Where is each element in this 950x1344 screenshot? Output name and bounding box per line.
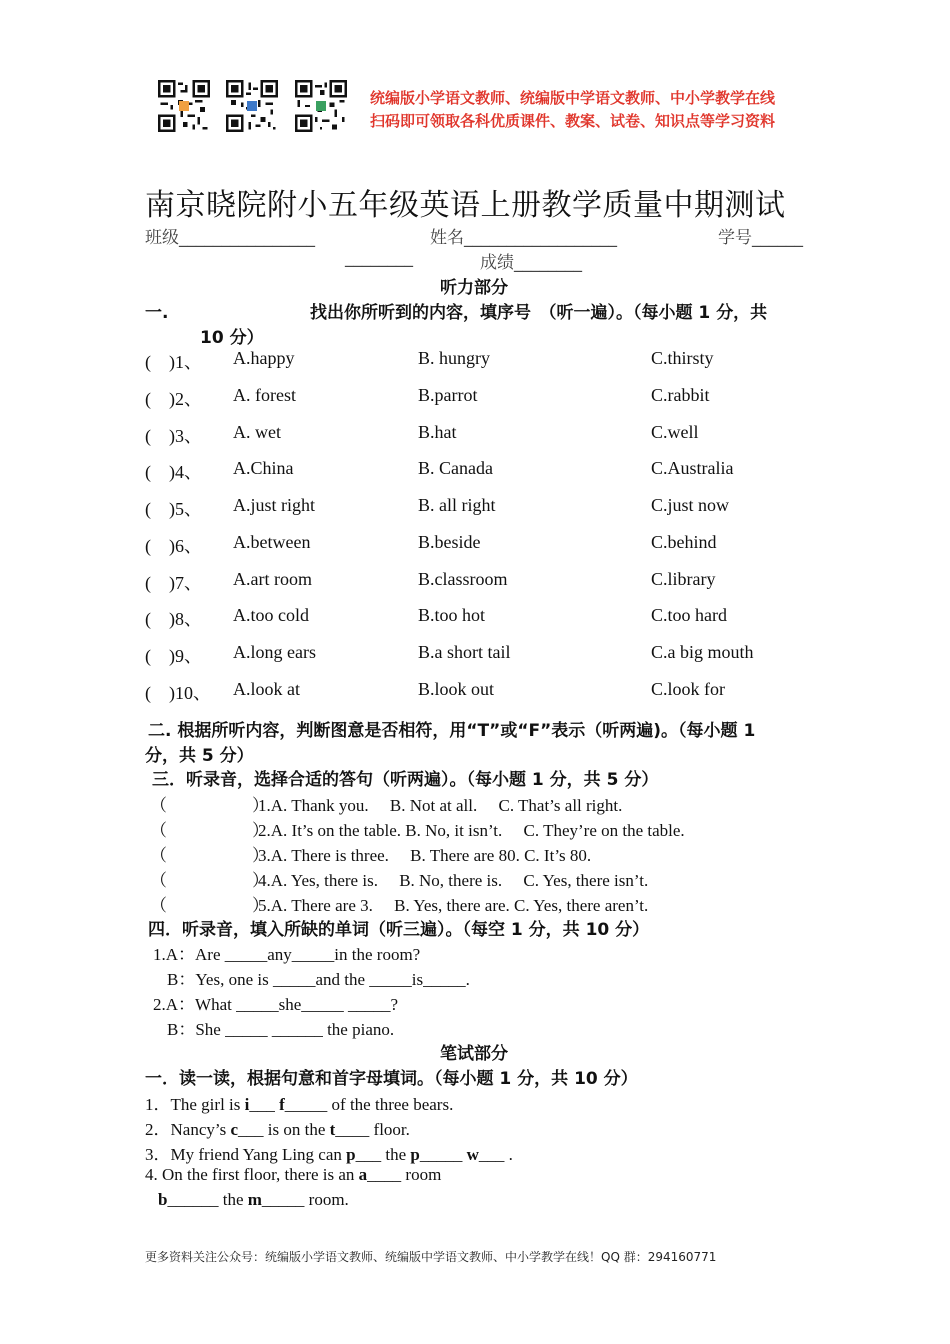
part1-q7-option-a: A.art room	[233, 569, 312, 589]
writing-q3-mid-2: _____	[419, 1145, 467, 1164]
part1-q1-option-c: C.thirsty	[651, 348, 714, 368]
part3-q1-text: 1.A. Thank you. B. Not at all. C. That’s all right.	[258, 796, 623, 815]
part1-q7-number: ( )7、	[145, 573, 202, 593]
writing-q3-letter-3: w	[466, 1145, 479, 1164]
part1-q1-number: ( )1、	[145, 352, 202, 372]
name-field: 姓名__________________	[430, 228, 617, 248]
part1-q3-option-b: B.hat	[418, 422, 457, 442]
writing-q2	[145, 1115, 410, 1140]
part1-q10-option-c: C.look for	[651, 679, 725, 699]
part1-q9-option-b: B.a short tail	[418, 642, 511, 662]
part3-q3-text: 3.A. There is three. B. There are 80. C. It’s 80.	[258, 846, 592, 865]
part3-q2-text: 2.A. It’s on the table. B. No, it isn’t. C. They’re on the table.	[258, 821, 685, 840]
listening-heading: 听力部分	[440, 278, 508, 298]
student-id-field: 学号______	[718, 228, 803, 248]
part1-q3-number: ( )3、	[145, 426, 202, 446]
writing-q2-post: ____ floor.	[335, 1120, 410, 1139]
part1-q5-option-b: B. all right	[418, 495, 496, 515]
part2-title-cont: 分，共 5 分）	[145, 746, 254, 766]
qr-code-2	[226, 80, 278, 132]
writing-q1	[145, 1090, 453, 1115]
page-footer: 更多资料关注公众号：统编版小学语文教师、统编版中学语文教师、中小学教学在线！QQ 群：294160771	[145, 1250, 717, 1264]
writing-q2-letter-2: t	[329, 1120, 336, 1139]
qr-code-3	[295, 80, 347, 132]
part1-q6-option-b: B.beside	[418, 532, 481, 552]
part1-q8-number: ( )8、	[145, 609, 202, 629]
writing-q3-letter-1: p	[346, 1145, 356, 1164]
part1-q5-number: ( )5、	[145, 499, 202, 519]
student-id-field-cont: ________	[345, 248, 413, 268]
qr-code-1	[158, 80, 210, 132]
part3-q2-paren: （ ）	[150, 821, 269, 840]
writing-part1-title: 一．读一读，根据句意和首字母填词。（每小题 1 分，共 10 分）	[145, 1069, 638, 1089]
part1-title	[310, 298, 767, 323]
part1-q5-option-c: C.just now	[651, 495, 730, 515]
promo-line-2: 扫码即可领取各科优质课件、教案、试卷、知识点等学习资料	[370, 112, 776, 130]
part1-q3-option-a: A. wet	[233, 422, 281, 442]
part1-q4-number: ( )4、	[145, 462, 202, 482]
page-title: 南京晓院附小五年级英语上册教学质量中期测试	[145, 188, 786, 223]
part3-title: 三．听录音，选择合适的答句（听两遍）。（每小题 1 分，共 5 分）	[152, 770, 659, 790]
part1-title-a: 找出你所听到的内容，填序号 （听一遍）。（每小题	[310, 303, 693, 323]
part1-q2-number: ( )2、	[145, 389, 202, 409]
writing-q2-pre: 2．Nancy’s	[145, 1120, 231, 1139]
writing-q3-mid-1: ___ the	[355, 1145, 411, 1164]
writing-q1-letter-1: i	[244, 1095, 250, 1114]
part1-q9-number: ( )9、	[145, 646, 202, 666]
part1-q7-option-b: B.classroom	[418, 569, 508, 589]
part1-q6-option-a: A.between	[233, 532, 311, 552]
class-field: 班级________________	[145, 228, 315, 248]
part1-title-cont	[200, 323, 264, 348]
part1-q4-option-b: B. Canada	[418, 458, 493, 478]
writing-q3	[145, 1140, 513, 1165]
writing-q3-post: ___ .	[478, 1145, 513, 1164]
writing-q4b-letter-1: b	[158, 1190, 168, 1209]
writing-q4-post: ____ room	[367, 1165, 442, 1184]
part1-q4-option-a: A.China	[233, 458, 294, 478]
part1-title-b: 分，共	[716, 303, 768, 323]
part1-q10-option-b: B.look out	[418, 679, 495, 699]
writing-q4	[145, 1165, 441, 1185]
writing-q4-cont	[158, 1190, 349, 1210]
part1-q8-option-c: C.too hard	[651, 605, 727, 625]
part1-q1-option-b: B. hungry	[418, 348, 490, 368]
part1-points: 1	[698, 303, 711, 323]
part4-line-1: 1.A：Are _____any_____in the room?	[153, 945, 421, 964]
writing-q4-letter-1: a	[358, 1165, 368, 1184]
part1-number: 一.	[145, 303, 169, 323]
score-field: 成绩________	[480, 253, 582, 273]
part3-q4-paren: （ ）	[150, 871, 269, 890]
part4-title: 四．听录音，填入所缺的单词（听三遍）。（每空 1 分，共 10 分）	[148, 920, 650, 940]
part1-q2-option-c: C.rabbit	[651, 385, 710, 405]
part4-line-2: B：Yes, one is _____and the _____is_____.	[167, 970, 470, 989]
writing-q4-pre: 4. On the first floor, there is an	[145, 1165, 359, 1184]
part4-line-3: 2.A：What _____she_____ _____?	[153, 995, 399, 1014]
promo-line-1: 统编版小学语文教师、统编版中学语文教师、中小学教学在线	[370, 89, 776, 107]
part1-q9-option-c: C.a big mouth	[651, 642, 754, 662]
writing-q1-letter-2: f	[279, 1095, 285, 1114]
part1-title-d: 分）	[229, 328, 264, 348]
writing-q4b-post: _____ room.	[261, 1190, 349, 1209]
part1-q10-number: ( )10、	[145, 683, 211, 703]
writing-q4b-letter-2: m	[247, 1190, 262, 1209]
part1-q4-option-c: C.Australia	[651, 458, 734, 478]
writing-q2-mid: ___ is on the	[238, 1120, 330, 1139]
part1-q8-option-a: A.too cold	[233, 605, 309, 625]
writing-q4b-mid: ______ the	[167, 1190, 248, 1209]
writing-q2-letter-1: c	[230, 1120, 239, 1139]
writing-heading: 笔试部分	[440, 1044, 508, 1064]
part3-q4-text: 4.A. Yes, there is. B. No, there is. C. Yes, there isn’t.	[258, 871, 649, 890]
part1-q7-option-c: C.library	[651, 569, 716, 589]
part1-total: 10	[200, 328, 224, 348]
writing-q1-post: _____ of the three bears.	[284, 1095, 454, 1114]
part1-q6-option-c: C.behind	[651, 532, 717, 552]
part1-q9-option-a: A.long ears	[233, 642, 316, 662]
writing-q3-letter-2: p	[410, 1145, 420, 1164]
writing-q3-pre: 3．My friend Yang Ling can	[145, 1145, 347, 1164]
part1-q5-option-a: A.just right	[233, 495, 316, 515]
writing-q1-mid: ___	[249, 1095, 280, 1114]
part1-q3-option-c: C.well	[651, 422, 699, 442]
part1-q2-option-b: B.parrot	[418, 385, 478, 405]
part3-q5-text: 5.A. There are 3. B. Yes, there are. C. Yes, there aren’t.	[258, 896, 649, 915]
part1-q6-number: ( )6、	[145, 536, 202, 556]
part1-q8-option-b: B.too hot	[418, 605, 486, 625]
part3-q1-paren: （ ）	[150, 796, 269, 815]
part2-title: 二. 根据所听内容，判断图意是否相符，用“T”或“F”表示（听两遍)。（每小题 1	[148, 721, 756, 741]
part3-q3-paren: （ ）	[150, 846, 269, 865]
part1-q2-option-a: A. forest	[233, 385, 296, 405]
part4-line-4: B：She _____ ______ the piano.	[167, 1020, 395, 1039]
writing-q1-pre: 1．The girl is	[145, 1095, 245, 1114]
part1-q1-option-a: A.happy	[233, 348, 295, 368]
part1-q10-option-a: A.look at	[233, 679, 300, 699]
part3-q5-paren: （ ）	[150, 896, 269, 915]
